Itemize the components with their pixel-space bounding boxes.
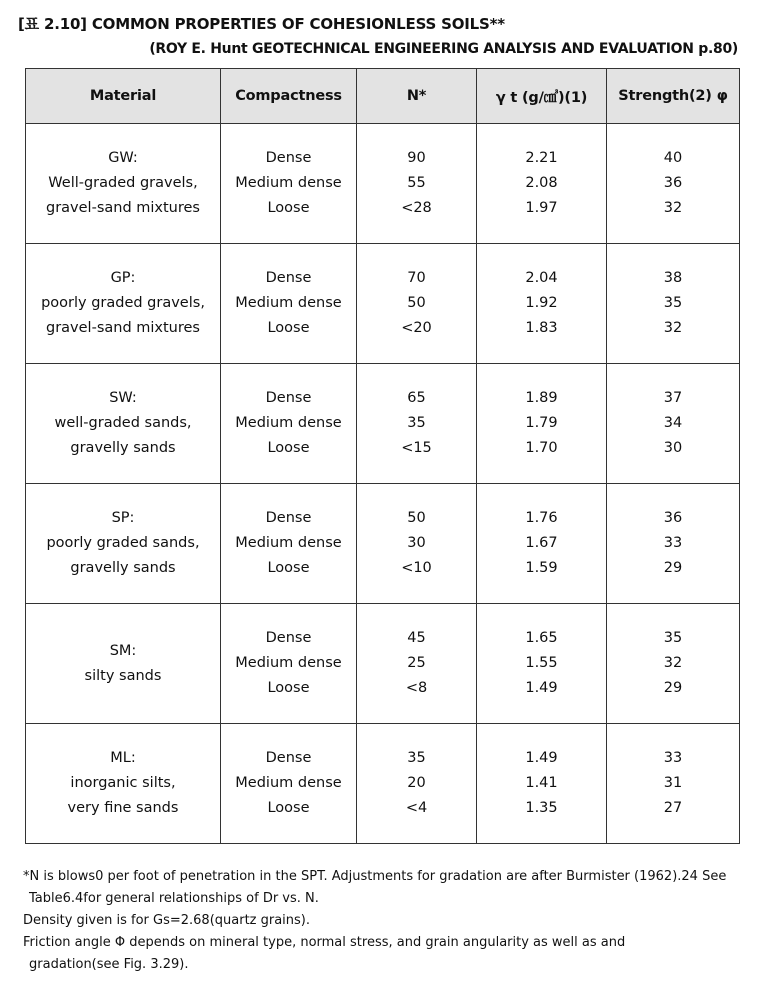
cell-line: 1.49 [525,750,558,766]
cell-line: <8 [405,680,428,696]
cell-line: 32 [663,200,683,216]
cell-line: 1.76 [525,510,558,526]
cell-line: Dense [265,750,312,766]
cell-line: <20 [401,320,432,336]
cell-line: inorganic silts, [70,775,176,791]
cell-line: Medium dense [235,295,342,311]
cell-line: 35 [663,295,683,311]
compactness-cell [221,484,357,604]
cell-line: poorly graded gravels, [41,295,205,311]
cell-line: 1.55 [525,655,558,671]
cell-line: 35 [407,415,426,431]
cell-line: well-graded sands, [54,415,192,431]
cell-line: 36 [663,510,683,526]
n-value-cell [357,364,477,484]
unit-weight-cell [477,364,607,484]
unit-weight-cell [477,604,607,724]
cell-line: 70 [407,270,426,286]
cell-line: Loose [267,200,310,216]
cell-line: SW: [109,390,137,406]
cell-line: <15 [401,440,432,456]
cell-line: Loose [267,560,310,576]
cell-line: 27 [663,800,683,816]
footnote-line: Table6.4for general relationships of Dr vs. N. [29,891,319,906]
cell-line: 38 [663,270,683,286]
table-title: [표 2.10] COMMON PROPERTIES OF COHESIONLESS SOILS** [18,15,505,33]
cell-line: 25 [407,655,426,671]
header-n: N* [357,69,477,124]
cell-line: <4 [405,800,428,816]
material-cell [26,244,221,364]
footnote-n-definition [23,866,763,910]
material-cell [26,484,221,604]
cell-line: 34 [663,415,683,431]
table-row [26,484,740,604]
footnote-line: gradation(see Fig. 3.29). [29,957,189,972]
unit-weight-cell [477,124,607,244]
soil-properties-table [25,68,740,844]
cell-line: 50 [407,295,426,311]
cell-line: 36 [663,175,683,191]
cell-line: 65 [407,390,426,406]
strength-cell [607,604,740,724]
cell-line: SM: [109,642,137,659]
cell-line: very fine sands [67,800,179,816]
cell-line: GP: [110,270,136,286]
cell-line: Loose [267,680,310,696]
cell-line: 1.67 [525,535,558,551]
strength-cell [607,724,740,844]
cell-line: Dense [265,150,312,166]
header-unit-weight: γ t (g/㎤)(1) [477,69,607,124]
cell-line: Dense [265,390,312,406]
cell-line: 33 [663,750,683,766]
cell-line: 2.21 [525,150,558,166]
footnote-friction-angle [23,932,763,976]
cell-line: <10 [401,560,432,576]
cell-line: ML: [110,750,136,766]
cell-line: Dense [265,630,312,646]
cell-line: 55 [407,175,426,191]
cell-line: 1.70 [525,440,558,456]
table-row [26,724,740,844]
material-cell [26,364,221,484]
cell-line: 1.49 [525,680,558,696]
cell-line: Loose [267,800,310,816]
cell-line: Medium dense [235,655,342,671]
unit-weight-cell [477,484,607,604]
cell-line: 2.04 [525,270,558,286]
cell-line: gravelly sands [70,440,176,456]
cell-line: SP: [111,510,135,526]
cell-line: Loose [267,320,310,336]
cell-line: 37 [663,390,683,406]
unit-weight-cell [477,244,607,364]
cell-line: 35 [663,630,683,646]
cell-line: Dense [265,270,312,286]
cell-line: <28 [401,200,432,216]
cell-line: 32 [663,655,683,671]
header-material: Material [26,69,221,124]
cell-line: 1.35 [525,800,558,816]
cell-line: 30 [663,440,683,456]
material-cell [26,124,221,244]
cell-line: 1.59 [525,560,558,576]
cell-line: 1.92 [525,295,558,311]
cell-line: Medium dense [235,535,342,551]
compactness-cell [221,244,357,364]
table-source: (ROY E. Hunt GEOTECHNICAL ENGINEERING ANALYSIS AND EVALUATION p.80) [149,41,738,57]
strength-cell [607,364,740,484]
cell-line: 30 [407,535,426,551]
material-cell [26,604,221,724]
table-row [26,604,740,724]
cell-line: 29 [663,680,683,696]
cell-line: 50 [407,510,426,526]
cell-line: 1.79 [525,415,558,431]
cell-line: 35 [407,750,426,766]
cell-line: GW: [108,150,138,166]
n-value-cell [357,244,477,364]
compactness-cell [221,604,357,724]
cell-line: 1.41 [525,775,558,791]
cell-line: Loose [267,440,310,456]
cell-line: 90 [407,150,426,166]
cell-line: 33 [663,535,683,551]
cell-line: Medium dense [235,775,342,791]
cell-line: silty sands [84,667,162,684]
cell-line: 32 [663,320,683,336]
cell-line: 20 [407,775,426,791]
footnote-line: Friction angle Φ depends on mineral type, normal stress, and grain angularity as well as and [23,935,626,950]
table-row [26,124,740,244]
cell-line: 2.08 [525,175,558,191]
strength-cell [607,244,740,364]
cell-line: poorly graded sands, [46,535,200,551]
compactness-cell [221,364,357,484]
header-compactness: Compactness [221,69,357,124]
n-value-cell [357,484,477,604]
cell-line: Well-graded gravels, [48,175,198,191]
table-header-row [26,69,740,124]
cell-line: 1.89 [525,390,558,406]
cell-line: gravel-sand mixtures [46,200,200,216]
strength-cell [607,484,740,604]
cell-line: Medium dense [235,175,342,191]
cell-line: 29 [663,560,683,576]
cell-line: 1.65 [525,630,558,646]
strength-cell [607,124,740,244]
cell-line: Dense [265,510,312,526]
header-strength: Strength(2) φ [607,69,740,124]
cell-line: 31 [663,775,683,791]
cell-line: 40 [663,150,683,166]
footnote-density: Density given is for Gs=2.68(quartz grains). [23,913,311,928]
compactness-cell [221,124,357,244]
n-value-cell [357,724,477,844]
footnotes [23,866,763,976]
cell-line: Medium dense [235,415,342,431]
n-value-cell [357,604,477,724]
cell-line: 45 [407,630,426,646]
compactness-cell [221,724,357,844]
unit-weight-cell [477,724,607,844]
table-row [26,244,740,364]
cell-line: gravelly sands [70,560,176,576]
cell-line: 1.97 [525,200,558,216]
n-value-cell [357,124,477,244]
footnote-line: *N is blows0 per foot of penetration in the SPT. Adjustments for gradation are after Burmister (1962).24 See [23,869,727,884]
material-cell [26,724,221,844]
cell-line: 1.83 [525,320,558,336]
cell-line: gravel-sand mixtures [46,320,200,336]
table-row [26,364,740,484]
